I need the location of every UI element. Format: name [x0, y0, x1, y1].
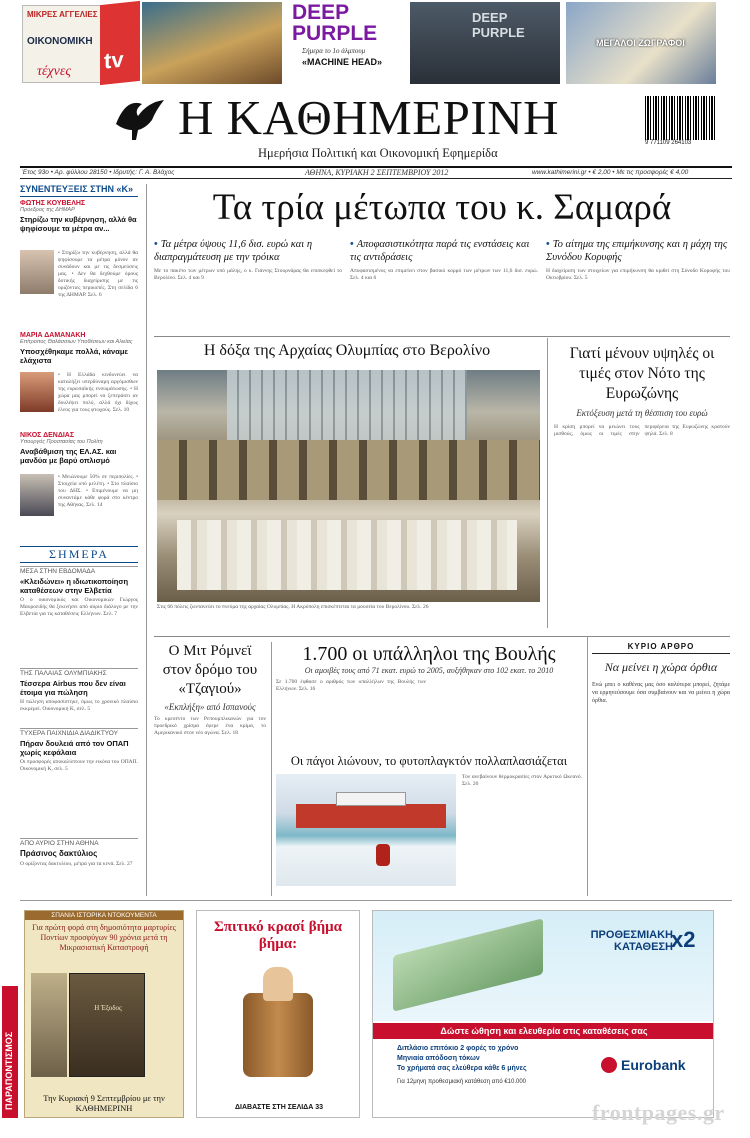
- promo-sub: Σήμερα το 1ο άλμπουμ: [302, 47, 366, 55]
- eurozone-headline: Γιατί μένουν υψηλές οι τιμές στον Νότο της Ευρωζώνης: [569, 345, 715, 402]
- interview-role: Πρόεδρος της ΔΗΜΑΡ: [20, 207, 75, 213]
- parliament-text: Σε 1.700 έφθασε ο αριθμός των υπαλλήλων της Βουλής των Ελλήνων. Σελ. 16: [276, 679, 426, 692]
- sidebar: [20, 184, 138, 896]
- today-section: ΤΥΧΕΡΑ ΠΑΙΧΝΙΔΙΑ ΔΙΑΔΙΚΤΥΟΥ: [20, 728, 138, 737]
- column-divider: [587, 636, 588, 896]
- issue-date: ΑΘΗΝΑ, ΚΥΡΙΑΚΗ 2 ΣΕΠΤΕΜΒΡΙΟΥ 2012: [305, 168, 449, 177]
- ice-headline[interactable]: Οι πάγοι λιώνουν, το φυτοπλαγκτόν πολλαπλασιάζεται: [290, 754, 568, 768]
- skylight: [227, 370, 467, 440]
- today-headline: «Κλειδώνει» η ιδιωτικοποίηση καταθέσεων στην Ελβετία: [20, 577, 129, 595]
- side-strip: [2, 986, 18, 1118]
- masthead-subtitle: Ημερήσια Πολιτική και Οικονομική Εφημερίδα: [258, 146, 498, 160]
- today-item-4[interactable]: [20, 838, 138, 894]
- promo-painters[interactable]: [566, 2, 716, 84]
- interview-name: ΜΑΡΙΑ ΔΑΜΑΝΑΚΗ: [20, 332, 86, 339]
- ad-title: ΠΡΟΘΕΣΜΙΑΚΗ ΚΑΤΑΘΕΣΗ: [590, 929, 673, 953]
- promo-label: DEEP PURPLE: [472, 10, 525, 40]
- ad-multiplier: x2: [671, 927, 696, 952]
- museum-photo: [157, 370, 540, 602]
- promo-extra: τέχνες: [37, 64, 72, 79]
- promo-label: ΜΕΓΑΛΟΙ ΖΩΓΡΑΦΟΙ: [596, 38, 685, 48]
- promo-classifieds[interactable]: [22, 5, 112, 83]
- ad-history[interactable]: [24, 910, 184, 1118]
- book-cover: [69, 973, 145, 1077]
- promo-label: DEEP PURPLE: [292, 2, 378, 45]
- lead-text: Με το πακέτο των μέτρων υπό μάλης, ο κ. Γιάννης Στουρνάρας θα επισκεφθεί το Βερολίνο. Σελ. 4 και 9: [154, 268, 342, 281]
- eurozone-text: Η κρίση μπορεί να μειώνει τους μισθούς, όμως οι τιμές στην περιφέρεια της Ευρωζώνης κρατούν ψηλά. Σελ. 8: [554, 424, 730, 437]
- interview-2[interactable]: [20, 332, 138, 442]
- today-text: Οι προσφορές αποκαλύπτουν την εικόνα του ΟΠΑΠ. Οικονομική Κ, σελ. 5: [20, 759, 138, 772]
- today-section: ΜΕΣΑ ΣΤΗΝ ΕΒΔΟΜΑΔΑ: [20, 566, 138, 575]
- ad-footer: Την Κυριακή 9 Σεπτεμβρίου με την ΚΑΘΗΜΕΡΙΝΗ: [43, 1093, 165, 1113]
- lead-column-1[interactable]: [154, 238, 342, 334]
- lead-bullet-text: Αποφασιστικότητα παρά τις ενστάσεις και τις αντιδράσεις: [350, 239, 530, 263]
- promo-travel[interactable]: [142, 2, 282, 84]
- ad-wine-title: Σπιτικό κρασί βήμα βήμα:: [214, 919, 342, 952]
- bullet-icon: •: [154, 239, 158, 250]
- watermark: frontpages.gr: [592, 1100, 725, 1125]
- lead-bullet-text: Τα μέτρα ύψους 11,6 δισ. ευρώ και η διαπραγμάτευση με την τρόικα: [154, 239, 313, 263]
- barcode-number: 9 771109 264103: [645, 140, 692, 146]
- today-item-2[interactable]: [20, 668, 138, 730]
- today-item-3[interactable]: [20, 728, 138, 808]
- parliament-headline: 1.700 οι υπάλληλοι της Βουλής: [302, 643, 556, 665]
- gallery-arches: [157, 440, 540, 500]
- romney-story[interactable]: [154, 642, 266, 896]
- masthead: [0, 88, 750, 176]
- promo-label: ΜΙΚΡΕΣ ΑΓΓΕΛΙΕΣ: [27, 10, 98, 19]
- lead-headline[interactable]: Τα τρία μέτωπα του κ. Σαμαρά: [212, 187, 672, 228]
- interview-headline: Στηρίζω την κυβέρνηση, αλλά θα ψηφίσουμε τα μέτρα αν...: [20, 215, 137, 233]
- promo-extra: «MACHINE HEAD»: [302, 57, 383, 67]
- bullet-icon: •: [350, 239, 354, 250]
- ad-banner-top: [373, 911, 714, 1021]
- ice-text: Τον ανεβαίνουν θερμοκρασίες στον Αρκτικό Ωκεανό. Σελ. 20: [462, 774, 582, 787]
- ad-wine[interactable]: [196, 910, 360, 1118]
- interview-headline: Αναβάθμιση της ΕΛ.ΑΣ. και μανδύα με βαρύ οπλισμό: [20, 447, 117, 465]
- ad-slogan: Δώστε ώθηση και ελευθερία στις καταθέσεις σας: [373, 1023, 714, 1039]
- interview-headline: Υποσχέθηκαμε πολλά, κάναμε ελάχιστα: [20, 347, 128, 365]
- barcode: [645, 96, 717, 140]
- ad-label: ΣΠΑΝΙΑ ΙΣΤΟΡΙΚΑ ΝΤΟΚΟΥΜΕΝΤΑ: [25, 911, 183, 920]
- statues: [177, 520, 517, 590]
- wine-barrel-illustration: [243, 993, 313, 1077]
- ad-point: Διπλάσιο επιτόκιο 2 φορές το χρόνο: [397, 1045, 519, 1052]
- romney-text: Το κρεσέντο των Ρεπουμπλικανών για τον προεδρικό χρίσμα έφερε ένα κρίμα, το Αμερικανικό στον νέο αγώνα. Σελ. 18: [154, 716, 266, 736]
- interview-name: ΝΙΚΟΣ ΔΕΝΔΙΑΣ: [20, 432, 75, 439]
- editorial-text: Ενώ μπει ο καθένας μας όσο καλύτερα μπορεί, ζητάμε να ερμηνεύσουμε όσα συμβαίνουν και να μείνει η χώρα όρθια.: [592, 682, 730, 704]
- promo-tv[interactable]: [100, 1, 140, 85]
- today-headline: Τέσσερα Airbus που δεν είναι έτοιμα για πώληση: [20, 679, 126, 697]
- ad-point: Μηνιαία απόδοση τόκων: [397, 1055, 480, 1062]
- column-divider: [271, 642, 272, 896]
- today-section: ΤΗΣ ΠΑΛΑΙΑΣ ΟΛΥΜΠΙΑΚΗΣ: [20, 668, 138, 677]
- lead-column-3[interactable]: [546, 238, 730, 334]
- today-text: Ο ορίζοντας δακτυλίου, μέτρα για τα κενά. Σελ. 27: [20, 861, 133, 867]
- today-text: Ο ο οικονομικός και Οικονομικών Γιώργος Μαυροειδής θα ξεκινήσει από αύριο διάλογο με την Ελβετία για τις καταθέσεις Ελλήνων. Σελ. 7: [20, 597, 138, 617]
- ads-rule: [20, 900, 732, 901]
- column-divider: [547, 338, 548, 628]
- ad-subtitle: Για πρώτη φορά στη δημοσιότητα μαρτυρίες Ποντίων προσφύγων 90 χρόνια μετά τη Μικρασιατική Καταστροφή: [32, 923, 176, 952]
- issue-info: Έτος 93ο • Αρ. φύλλου 28150 • Ιδρυτής: Γ. Α. Βλάχος: [22, 169, 175, 176]
- lead-bullet: [154, 238, 342, 264]
- promo-deep-purple[interactable]: [290, 2, 405, 84]
- photo-headline[interactable]: Η δόξα της Αρχαίας Ολυμπίας στο Βερολίνο: [203, 342, 491, 359]
- editorial-headline: Να μείνει η χώρα όρθια: [604, 660, 718, 674]
- book-title: Η Έξοδος: [94, 1004, 122, 1012]
- today-section: ΑΠΟ ΑΥΡΙΟ ΣΤΗΝ ΑΘΗΝΑ: [20, 838, 138, 847]
- interview-text: • Μειώνουμε 50% σε περιπολίες. • Στοιχεία υπό μελέτη. • Στο πλαίσιο του ΔΗΣ. • Επιμένουμε να μη συναντάμε κάθε φορά στο κέντρο της Αθήνας. Σελ. 14: [58, 474, 138, 508]
- lead-bullet: [350, 238, 538, 264]
- parliament-story[interactable]: [276, 642, 582, 752]
- promo-album[interactable]: [410, 2, 560, 84]
- ship-hull: [296, 804, 446, 828]
- parliament-deck: Οι αμοιβές τους από 71 εκατ. ευρώ το 2005, αυξήθηκαν στο 102 εκατ. το 2010: [304, 666, 554, 675]
- interview-name: ΦΩΤΗΣ ΚΟΥΒΕΛΗΣ: [20, 200, 86, 207]
- editorial[interactable]: [592, 642, 730, 896]
- issue-price: www.kathimerini.gr • € 2,00 • Με τις προσφορές € 4,00: [532, 169, 689, 176]
- photo-caption: Στις 66 πόλεις ζωντανεύει το πνεύμα της αρχαίας Ολυμπίας. Η Ακρόπολη επισκέπτεται τα μουσεία του Βερολίνου. Σελ. 26: [157, 604, 429, 610]
- ad-eurobank[interactable]: [372, 910, 714, 1118]
- portrait-photo: [20, 372, 54, 412]
- eurobank-logo-icon: [601, 1057, 617, 1073]
- today-headline: Πράσινος δακτύλιος: [20, 849, 98, 858]
- lead-text: Αποφασισμένος να επιμείνει στον βασικό κορμό των μέτρων των 11,6 δισ. ευρώ. Σελ. 4 και 6: [350, 268, 538, 281]
- eurobank-brand: Eurobank: [621, 1057, 686, 1073]
- interview-role: Επίτροπος Θαλάσσιων Υποθέσεων και Αλιείας: [20, 339, 133, 345]
- promo-strip: [0, 0, 750, 86]
- today-headline: Πήραν δουλειά από τον ΟΠΑΠ χωρίς κεφάλαια: [20, 739, 129, 757]
- interview-role: Υπουργός Προστασίας του Πολίτη: [20, 439, 103, 445]
- today-title: ΣΗΜΕΡΑ: [20, 546, 138, 563]
- today-text: Η πώληση αποφασίστηκε, όμως το χρονικό πλαίσιο εκκρεμεί. Οικονομική Κ, σελ. 5: [20, 699, 138, 712]
- logo-bird-icon: [112, 94, 168, 142]
- interview-text: • Στηρίζω την κυβέρνηση, αλλά θα ψηφίσουμε τα μέτρα μόνον αν συνάδουν και με τις δεσμεύσεις μας. • Δεν θα δεχθούμε όρους δοτικής διαχείρισης με τις οριζόντιες περικοπές. Στη σελίδα 6 της ΔΗΜΑΡ. Σελ. 6: [58, 250, 138, 298]
- interview-1[interactable]: [20, 200, 138, 350]
- eurozone-story[interactable]: [554, 344, 730, 628]
- banknotes-illustration: [393, 918, 543, 1011]
- lead-bullet-text: Το αίτημα της επιμήκυνσης και η μάχη της Συνόδου Κορυφής: [546, 239, 728, 263]
- ad-point: Το χρήματά σας ελεύθερα κάθε 6 μήνες: [397, 1065, 527, 1072]
- lead-text: Η διαχείριση των στοιχείων για επιμήκυνση θα κριθεί στη Σύνοδο Κορυφής του Οκτωβρίου. Σελ. 5: [546, 268, 730, 281]
- romney-headline: Ο Μιτ Ρόμνεϊ στον δρόμο του «Τζαγιού»: [162, 643, 258, 697]
- side-strip-label: ΠΑΡΑΠΟΝΤΙΣΜΟΣ: [4, 1031, 14, 1110]
- romney-deck: «Εκπλήξη» από Ισπανούς: [164, 702, 256, 712]
- editorial-label: ΚΥΡΙΟ ΑΡΘΡΟ: [592, 642, 730, 654]
- sidebar-divider: [146, 184, 147, 896]
- interview-text: • Η Ελλάδα κινδυνεύει να καταλήξει υπερδύναμη αργόμισθων της ευρωπαϊκής ενσωμάτωσης. • Η χώρα μας μπορεί να ξεπεράσει αν δουλέψει πολύ, αλλά όχι δίχως έλεος για τους φτωχούς. Σελ. 10: [58, 372, 138, 413]
- ad-wine-footer: ΔΙΑΒΑΣΤΕ ΣΤΗ ΣΕΛΙΔΑ 33: [234, 1104, 323, 1111]
- promo-sub: ΟΙΚΟΝΟΜΙΚΗ: [27, 36, 93, 47]
- date-rule: [20, 178, 732, 179]
- ad-fine-print: Για 12μηνη προθεσμιακή κατάθεση από €10.000: [397, 1079, 527, 1085]
- promo-label: tv: [104, 46, 124, 74]
- icebreaker-photo: [276, 774, 456, 886]
- lead-column-2[interactable]: [350, 238, 538, 334]
- today-item-1[interactable]: [20, 566, 138, 664]
- researcher-figure: [376, 844, 390, 866]
- eurozone-deck: Εκτόξευση μετά τη θέσπιση του ευρώ: [576, 408, 708, 418]
- portrait-photo: [20, 474, 54, 516]
- ad-photo: [31, 973, 67, 1077]
- ship-deck: [336, 792, 406, 806]
- masthead-title[interactable]: Η ΚΑΘΗΜΕΡΙΝΗ: [178, 90, 560, 145]
- portrait-photo: [20, 250, 54, 294]
- bullet-icon: •: [546, 239, 550, 250]
- mid-rule: [154, 636, 730, 637]
- sidebar-title: ΣΥΝΕΝΤΕΥΞΕΙΣ ΣΤΗΝ «Κ»: [20, 184, 138, 197]
- lead-rule: [154, 336, 730, 337]
- winemaker-figure: [263, 967, 293, 1001]
- interview-3[interactable]: [20, 432, 138, 542]
- lead-bullet: [546, 238, 730, 264]
